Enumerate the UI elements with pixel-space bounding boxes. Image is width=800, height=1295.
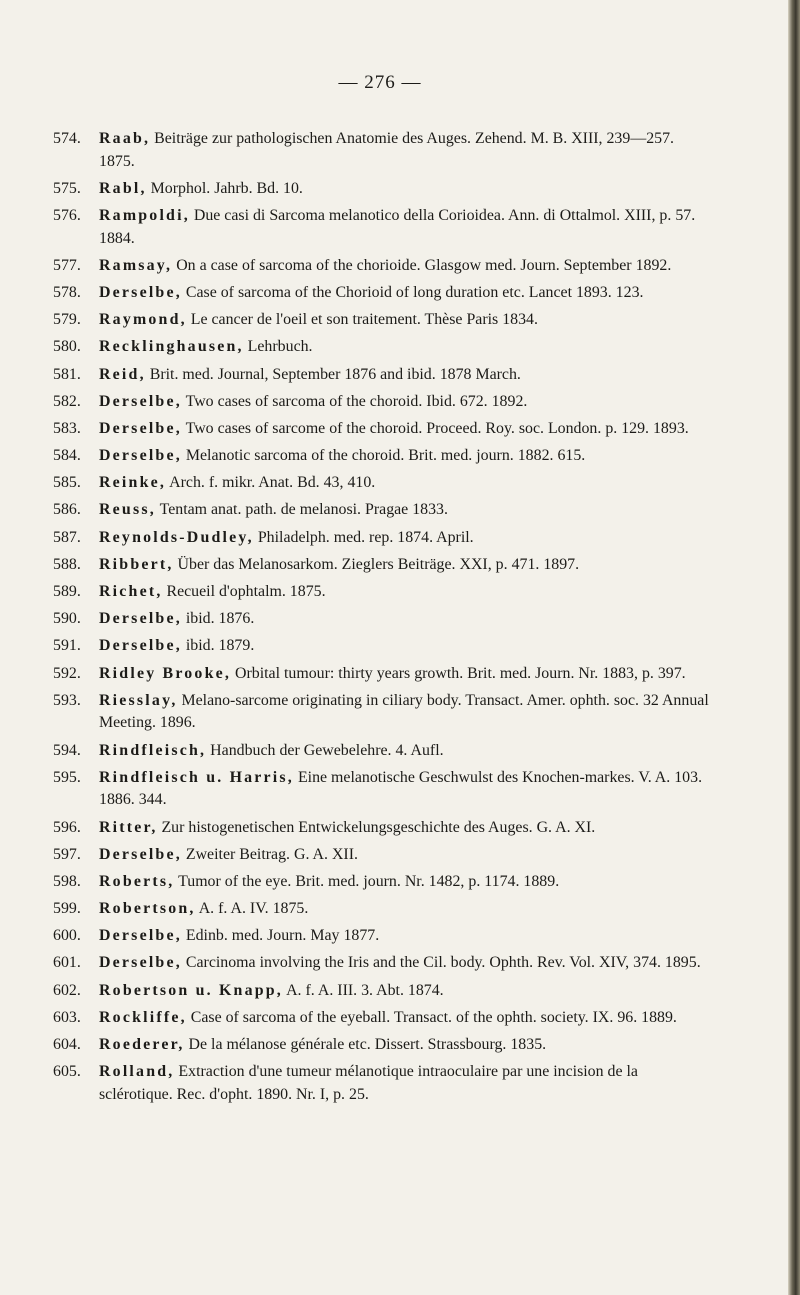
reference-entry	[0, 418, 790, 441]
entry-author: Derselbe,	[99, 419, 182, 437]
entry-number: 574.	[53, 130, 81, 147]
entry-text: Morphol. Jahrb. Bd. 10.	[146, 179, 303, 197]
reference-entry	[0, 1007, 790, 1030]
entry-text: Case of sarcoma of the eyeball. Transact. of the ophth. society. IX. 96. 1889.	[186, 1008, 677, 1026]
reference-entry	[0, 608, 790, 631]
entry-text: Two cases of sarcome of the choroid. Proceed. Roy. soc. London. p. 129. 1893.	[181, 419, 689, 437]
entry-number: 584.	[53, 447, 81, 465]
entry-author: Ridley Brooke,	[99, 664, 232, 682]
reference-entry	[0, 898, 790, 921]
entry-author: Rampoldi,	[99, 206, 190, 224]
entry-number: 594.	[53, 741, 81, 759]
entry-number: 596.	[53, 818, 81, 836]
entry-number: 580.	[53, 338, 81, 356]
entry-text: Lehrbuch.	[243, 338, 313, 356]
entry-text: ibid. 1876.	[181, 610, 255, 628]
entry-text: A. f. A. IV. 1875.	[195, 900, 309, 918]
entry-author: Derselbe,	[99, 637, 182, 655]
reference-entry	[0, 554, 790, 577]
entry-number: 587.	[53, 528, 81, 546]
entry-number: 597.	[53, 845, 81, 863]
entry-author: Richet,	[99, 583, 163, 600]
entry-author: Recklinghausen,	[99, 338, 244, 356]
entry-author: Robertson u. Knapp,	[99, 981, 283, 999]
entry-author: Ramsay,	[99, 256, 173, 274]
reference-entry	[0, 309, 790, 332]
reference-entry	[0, 635, 790, 658]
page-edge-shadow	[788, 0, 800, 1295]
reference-entry	[0, 663, 790, 686]
entry-author: Roberts,	[99, 872, 175, 890]
page-number: — 276 —	[338, 72, 422, 93]
entry-number: 582.	[53, 392, 81, 410]
entry-text: Philadelph. med. rep. 1874. April.	[253, 528, 474, 546]
entry-text: Due casi di Sarcoma melanotico della Corioidea. Ann. di Ottalmol. XIII, p. 57. 1884.	[99, 206, 696, 247]
entry-text: De la mélanose générale etc. Dissert. Strassbourg. 1835.	[184, 1036, 547, 1053]
reference-entry	[0, 282, 790, 305]
reference-entry	[0, 499, 790, 522]
entry-text: Carcinoma involving the Iris and the Cil. body. Ophth. Rev. Vol. XIV, 374. 1895.	[181, 954, 701, 972]
entry-author: Derselbe,	[99, 283, 182, 301]
reference-entry	[0, 690, 790, 735]
reference-entry	[0, 844, 790, 867]
entry-text: Tumor of the eye. Brit. med. journ. Nr. 1482, p. 1174. 1889.	[174, 872, 560, 890]
entry-author: Riesslay,	[99, 691, 178, 709]
entry-text: A. f. A. III. 3. Abt. 1874.	[282, 981, 444, 999]
entry-text: Handbuch der Gewebelehre. 4. Aufl.	[206, 741, 444, 759]
reference-entry	[0, 255, 790, 278]
entry-number: 588.	[53, 555, 81, 573]
entry-number: 605.	[53, 1063, 81, 1081]
entry-text: Beiträge zur pathologischen Anatomie des Auges. Zehend. M. B. XIII, 239—257. 1875.	[99, 130, 675, 170]
entry-number: 598.	[53, 872, 81, 890]
reference-entry	[0, 336, 790, 359]
entry-text: Case of sarcoma of the Chorioid of long duration etc. Lancet 1893. 123.	[181, 283, 644, 301]
entry-number: 601.	[53, 954, 81, 972]
entry-number: 585.	[53, 474, 81, 492]
reference-entry	[0, 952, 790, 975]
entry-number: 592.	[53, 664, 81, 682]
entry-author: Rindfleisch,	[99, 741, 207, 759]
entry-number: 589.	[53, 583, 81, 600]
entry-text: Brit. med. Journal, September 1876 and ibid. 1878 March.	[145, 365, 521, 383]
entry-text: ibid. 1879.	[181, 637, 255, 655]
entry-number: 579.	[53, 311, 81, 329]
entry-text: Edinb. med. Journ. May 1877.	[181, 927, 380, 945]
entry-author: Rockliffe,	[99, 1008, 187, 1026]
entry-author: Robertson,	[99, 900, 196, 918]
entry-text: Recueil d'ophtalm. 1875.	[162, 583, 326, 600]
entry-text: Le cancer de l'oeil et son traitement. Thèse Paris 1834.	[186, 311, 538, 329]
entry-number: 599.	[53, 900, 81, 918]
reference-entry	[0, 767, 790, 812]
entry-text: Eine melanotische Geschwulst des Knochen-markes. V. A. 103. 1886. 344.	[99, 768, 703, 809]
entry-number: 576.	[53, 206, 81, 224]
entry-author: Derselbe,	[99, 447, 182, 465]
reference-entry	[0, 445, 790, 468]
entry-text: Melanotic sarcoma of the choroid. Brit. med. journ. 1882. 615.	[181, 447, 586, 465]
entry-text: Melano-sarcome originating in ciliary body. Transact. Amer. ophth. soc. 32 Annual Meeting. 1896.	[99, 691, 709, 732]
entry-number: 581.	[53, 365, 81, 383]
entry-author: Derselbe,	[99, 954, 182, 972]
reference-entry	[0, 871, 790, 894]
reference-entry	[0, 925, 790, 948]
reference-entry	[0, 472, 790, 495]
entry-number: 583.	[53, 419, 81, 437]
entry-author: Raab,	[99, 130, 151, 147]
reference-entry	[0, 178, 790, 201]
entry-text: Zweiter Beitrag. G. A. XII.	[181, 845, 358, 863]
entry-author: Rolland,	[99, 1063, 175, 1081]
reference-entry	[0, 364, 790, 387]
entry-number: 578.	[53, 283, 81, 301]
reference-entry	[0, 128, 790, 173]
entry-author: Rindfleisch u. Harris,	[99, 768, 294, 786]
reference-entry	[0, 205, 790, 250]
entry-text: Extraction d'une tumeur mélanotique intraoculaire par une incision de la sclérotique. Rec. d'opht. 1890. Nr. I, p. 25.	[99, 1063, 638, 1103]
reference-entry	[0, 581, 790, 604]
entry-text: Orbital tumour: thirty years growth. Brit. med. Journ. Nr. 1883, p. 397.	[231, 664, 686, 682]
reference-entry	[0, 980, 790, 1003]
reference-entry	[0, 527, 790, 550]
entry-author: Derselbe,	[99, 392, 182, 410]
entry-author: Derselbe,	[99, 610, 182, 628]
entry-number: 600.	[53, 927, 81, 945]
entry-text: Two cases of sarcoma of the choroid. Ibid. 672. 1892.	[181, 392, 528, 410]
entry-author: Reuss,	[99, 501, 156, 519]
entry-author: Derselbe,	[99, 927, 182, 945]
entry-author: Ritter,	[99, 818, 158, 836]
entry-number: 575.	[53, 179, 81, 197]
entry-author: Derselbe,	[99, 845, 182, 863]
entry-author: Reynolds-Dudley,	[99, 528, 254, 546]
entry-number: 604.	[53, 1036, 81, 1053]
entry-author: Reinke,	[99, 474, 167, 492]
entry-number: 586.	[53, 501, 81, 519]
entry-number: 591.	[53, 637, 81, 655]
reference-list	[0, 128, 790, 1111]
reference-entry	[0, 391, 790, 414]
entry-number: 595.	[53, 768, 81, 786]
entry-text: On a case of sarcoma of the chorioide. Glasgow med. Journ. September 1892.	[172, 256, 672, 274]
entry-author: Raymond,	[99, 311, 187, 329]
entry-text: Tentam anat. path. de melanosi. Pragae 1833.	[155, 501, 448, 519]
entry-text: Arch. f. mikr. Anat. Bd. 43, 410.	[166, 474, 376, 492]
entry-text: Über das Melanosarkom. Zieglers Beiträge. XXI, p. 471. 1897.	[173, 555, 580, 573]
reference-entry	[0, 740, 790, 763]
entry-number: 577.	[53, 256, 81, 274]
entry-number: 593.	[53, 691, 81, 709]
entry-author: Ribbert,	[99, 555, 174, 573]
reference-entry	[0, 817, 790, 840]
entry-author: Roederer,	[99, 1036, 185, 1053]
entry-number: 603.	[53, 1008, 81, 1026]
entry-number: 590.	[53, 610, 81, 628]
entry-author: Rabl,	[99, 179, 147, 197]
entry-number: 602.	[53, 981, 81, 999]
entry-author: Reid,	[99, 365, 146, 383]
entry-text: Zur histogenetischen Entwickelungsgeschichte des Auges. G. A. XI.	[157, 818, 596, 836]
reference-entry	[0, 1061, 790, 1106]
reference-entry	[0, 1034, 790, 1057]
